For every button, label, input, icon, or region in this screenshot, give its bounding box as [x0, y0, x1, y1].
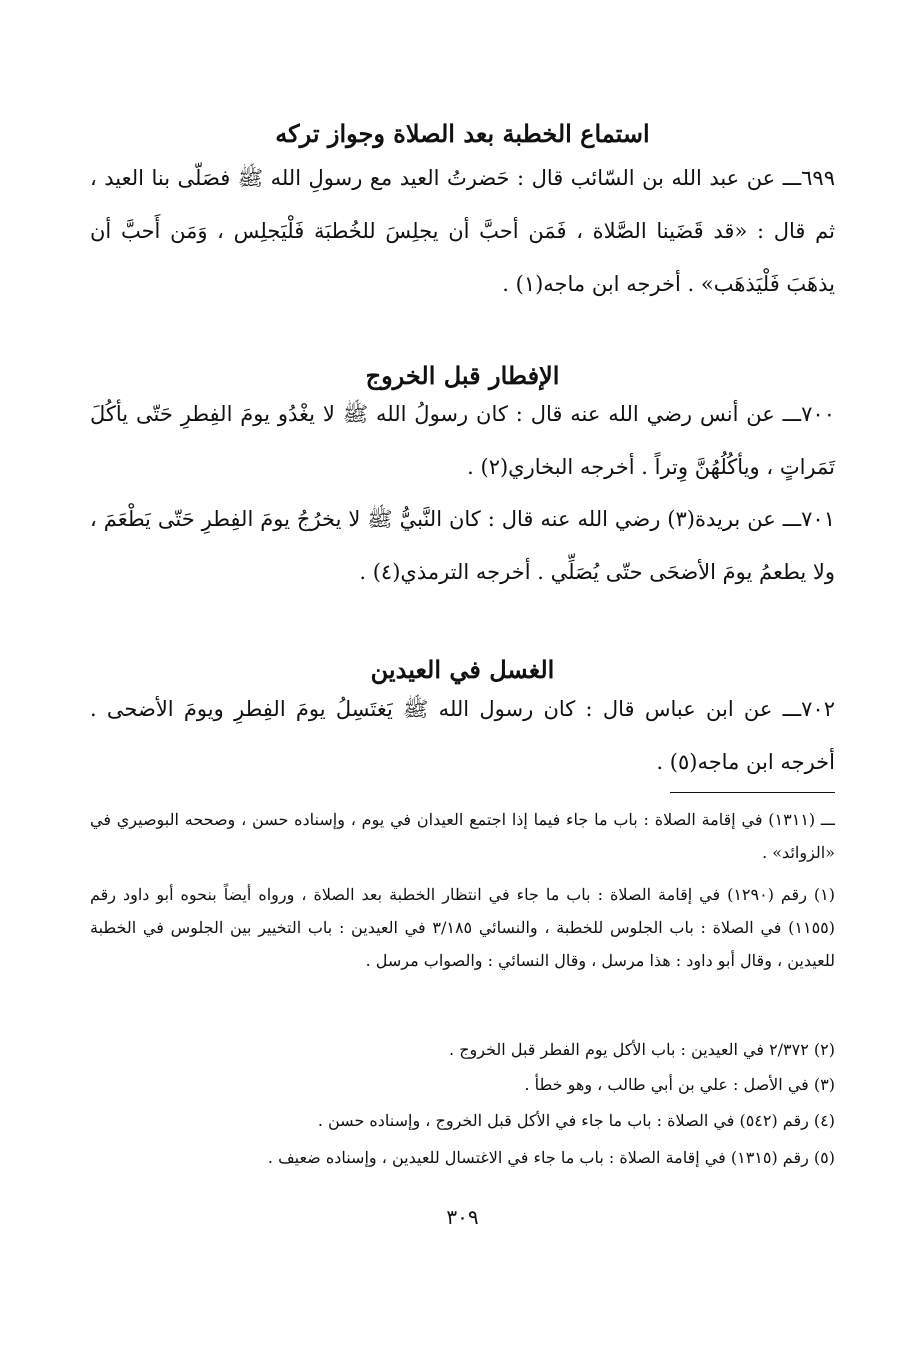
hadith-699: ٦٩٩ـــ عن عبد الله بن السّائب قال : حَضرتُ العيد مع رسولِ الله ﷺ فصَلّى بنا العيد ، ثم قال : «قد قَضَينا الصَّلاة ، فَمَن أحبَّ أن يجلِسَ للخُطبَة فَلْيَجلِس ، وَمَن أَحبَّ أن يذهَبَ فَلْيَذهَب» . أخرجه ابن ماجه(١) .	[90, 166, 835, 296]
section-title-ghusl-eid: الغسل في العيدين	[370, 654, 555, 684]
footnote-1: (١) رقم (١٢٩٠) في إقامة الصلاة : باب ما جاء في انتظار الخطبة بعد الصلاة ، ورواه أيضاً بنحوه أبو داود رقم (١١٥٥) في الصلاة : باب الجلوس للخطبة ، والنسائي ٣/١٨٥ في العيدين : باب التخيير بين الجلوس في الخطبة للعيدين ، وقال أبو داود : هذا مرسل ، وقال النسائي : والصواب مرسل .	[90, 885, 836, 970]
hadith-701: ٧٠١ـــ عن بريدة(٣) رضي الله عنه قال : كان النَّبيُّ ﷺ لا يخرُجُ يومَ الفِطرِ حَتّى يَطْعَمَ ، ولا يطعمُ يومَ الأضحَى حتّى يُصَلِّي . أخرجه الترمذي(٤) .	[90, 507, 835, 584]
hadith-702: ٧٠٢ـــ عن ابن عباس قال : كان رسول الله ﷺ يَغتَسِلُ يومَ الفِطرِ ويومَ الأضحى . أخرجه ابن ماجه(٥) .	[90, 697, 835, 774]
book-page	[90, 0, 835, 1356]
page-number: ٣٠٩	[446, 1205, 479, 1229]
hadith-700: ٧٠٠ـــ عن أنس رضي الله عنه قال : كان رسولُ الله ﷺ لا يغْدُو يومَ الفِطرِ حَتّى يأكُلَ تَمَراتٍ ، ويأكُلُهُنَّ وِتراً . أخرجه البخاري(٢) .	[90, 402, 835, 479]
footnote-5: (٥) رقم (١٣١٥) في إقامة الصلاة : باب ما جاء في الاغتسال للعيدين ، وإسناده ضعيف .	[267, 1148, 835, 1167]
footnote-2: (٢) ٢/٣٧٢ في العيدين : باب الأكل يوم الفطر قبل الخروج .	[449, 1040, 835, 1059]
section-title-listening-khutba: استماع الخطبة بعد الصلاة وجواز تركه	[275, 118, 650, 148]
section-title-breaking-fast: الإفطار قبل الخروج	[365, 360, 560, 390]
footnote-continued: ـــ (١٣١١) في إقامة الصلاة : باب ما جاء فيما إذا اجتمع العيدان في يوم ، وإسناده حسن ، وصححه البوصيري في «الزوائد» .	[90, 810, 835, 862]
footnote-divider	[670, 792, 835, 793]
footnote-4: (٤) رقم (٥٤٢) في الصلاة : باب ما جاء في الأكل قبل الخروج ، وإسناده حسن .	[317, 1111, 835, 1130]
footnote-3: (٣) في الأصل : علي بن أبي طالب ، وهو خطأ .	[524, 1075, 835, 1094]
